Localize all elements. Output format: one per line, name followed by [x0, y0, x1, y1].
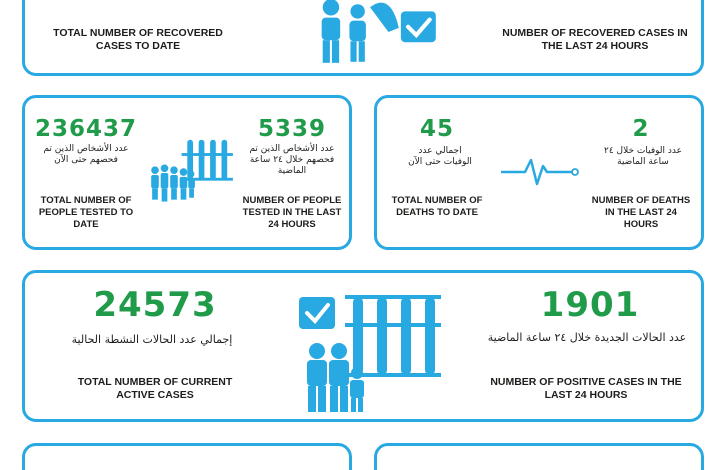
active-new-label: NUMBER OF POSITIVE CASES IN THE LAST 24 HOURS [490, 376, 682, 401]
people-checkmark-icon [285, 0, 455, 69]
people-test-tubes-icon [143, 136, 243, 212]
deaths-total-arabic: اجمالي عدد الوفيات حتى الآن [408, 146, 472, 167]
tested-last24-value: 5339 [257, 116, 326, 142]
active-new-value: 1901 [540, 285, 640, 325]
heartbeat-line-icon [499, 156, 579, 186]
tested-card [22, 95, 352, 250]
deaths-last24-label: NUMBER OF DEATHS IN THE LAST 24 HOURS [591, 195, 691, 230]
bottom-left-card [22, 443, 352, 470]
checkmark-test-tubes-people-icon [295, 287, 445, 417]
active-total-arabic: إجمالي عدد الحالات النشطة الحالية [71, 333, 233, 346]
recovered-last24-label: NUMBER OF RECOVERED CASES IN THE LAST 24 HOURS [502, 27, 688, 52]
tested-total-value: 236437 [34, 116, 138, 142]
deaths-last24-value: 2 [632, 116, 650, 142]
deaths-card [374, 95, 704, 250]
bottom-right-card [374, 443, 704, 470]
deaths-last24-arabic: عدد الوفيات خلال ٢٤ ساعة الماضية [604, 146, 682, 167]
recovered-card [22, 0, 704, 76]
deaths-total-label: TOTAL NUMBER OF DEATHS TO DATE [391, 195, 483, 218]
tested-last24-arabic: عدد الأشخاص الذين تم فحصهم خلال ٢٤ ساعة الماضية [249, 144, 335, 176]
deaths-total-value: 45 [419, 116, 454, 142]
active-total-label: TOTAL NUMBER OF CURRENT ACTIVE CASES [77, 376, 233, 401]
active-card [22, 270, 704, 422]
active-new-arabic: عدد الحالات الجديدة خلال ٢٤ ساعة الماضية [487, 331, 687, 344]
tested-last24-label: NUMBER OF PEOPLE TESTED IN THE LAST 24 HOURS [242, 195, 342, 230]
tested-total-arabic: عدد الأشخاص الذين تم فحصهم حتى الآن [43, 144, 129, 165]
tested-total-label: TOTAL NUMBER OF PEOPLE TESTED TO DATE [38, 195, 134, 230]
recovered-total-label: TOTAL NUMBER OF RECOVERED CASES TO DATE [53, 27, 223, 52]
active-total-value: 24573 [93, 285, 217, 325]
